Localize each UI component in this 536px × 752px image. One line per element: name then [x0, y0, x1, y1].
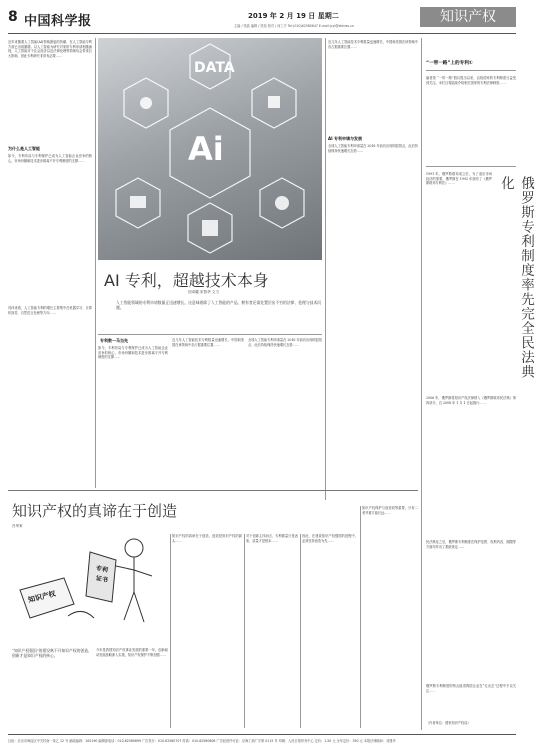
bottom-byline: 吕华家 [12, 524, 23, 528]
subhead-patent-count: 专利数一马当先 [100, 338, 128, 343]
section-title: 知识产权 [420, 7, 516, 27]
subhead-why-ai: 为什么是人工智能 [8, 146, 40, 151]
bottom-column-2: 知识产权的真谛在于创造，创造是知识产权的源头…… [172, 534, 242, 543]
lead-deck: 人工智能领域的专利申请数量正迅速增长。这意味着除了人工智能的产品，拥有者还需处置层出不穷的法律、伦理与技术问题。 [116, 300, 322, 311]
lead-column-right-mid: 全球人工智能专利申请量在 2016 年前后出现明显拐点，此后持续保持快速增长态势…… [328, 144, 418, 153]
image-ai-label: Ai [188, 130, 224, 168]
sidebar-author: （作者单位：国家知识产权局） [426, 721, 471, 725]
sidebar-text-3: 民法典化之后，俄罗斯专利制度在保护范围、权利内容、期限等方面均作出了系统规定…… [426, 540, 516, 549]
lead-byline: 回卓耀 宋智华 文力 [188, 290, 220, 294]
lead-column-lower-left: 具体来看，人工智能专利的增长主要集中在机器学习、计算机视觉、自然语言处理等方向…… [8, 306, 92, 315]
lead-column-1b: 如今，专利布局与专利保护已成为人工智能企业竞争的核心，市场份额和技术进步都离不开专利制度的支撑…… [8, 154, 92, 163]
masthead [8, 6, 516, 32]
image-data-label: DATA [194, 60, 235, 76]
lead-column-lower-a: 如今，专利布局与专利保护已成为人工智能企业竞争的核心，市场份额和技术进步都离不开专利制度的支撑…… [98, 346, 168, 360]
newspaper-logo: 中国科学报 [24, 14, 92, 29]
page-number: 8 [8, 9, 18, 25]
cartoon-drawing [12, 530, 162, 640]
sidebar-text-4: 俄罗斯专利制度的特点值得我国企业在“走出去”过程中予以关注…… [426, 684, 516, 693]
lead-column-lower-b: 近几年人工智能技术专利数量迅速增长，中国和美国在该领域中各占据重要位置…… [172, 338, 244, 347]
bottom-column-5: 知识产权保护与创造同等重要，只有二者并重方能长远…… [362, 506, 418, 515]
sidebar-column-title: “一带一路”上的专利① [426, 61, 473, 66]
sidebar-intro: 编者按 “一带一路”倡议提出以来，沿线国家的专利制度日益受到关注。本栏目将陆续介绍相关国家的专利法律制度…… [426, 76, 516, 85]
footer-info: 社址：北京市海淀区中关村南一条乙 12 号 邮政编码：100190 编辑部电话：010-62580699 广告发行：010-62580707 传真：010-62580608 广告经营许可证：京海工商广字第 0115 号 印刷：人民日报印务中心 定价：1.50 元 全年定价：350 元 本报法律顾问：邓建华 [8, 739, 396, 743]
certificate-card-line1: 专利 [95, 564, 109, 574]
sidebar-text-2: 2006 年，俄罗斯将知识产权法律纳入《俄罗斯联邦民法典》第四部分，自 2008 年 1 月 1 日起施行…… [426, 396, 516, 405]
bottom-column-3: 对于创新主体而言，专利数量只是表象，质量才是根本…… [246, 534, 298, 543]
sidebar-text-1: 1991 年，俄罗斯联邦成立后，为了适应市场经济的需要，俄罗斯在 1992 年颁布了《俄罗斯联邦专利法》…… [426, 172, 492, 186]
lead-column-1: 近年来随着人工智能(AI)领域掀起的热潮，在人工智能专利方面已出现激增。以人工智能为研究对象的专利申请相继涌现，人工智能对于社会经济以及法律伦理等领域均会带来巨大影响，因此专利研究非常有必要…… [8, 40, 92, 58]
bottom-pull-quote: “知识产权强国”的建设离不开知识产权的创造，创新才是知识产权的核心。 [12, 648, 92, 659]
lead-image [98, 38, 322, 260]
staff-line: 主编 / 张晶 编辑 / 张拓 校对 / 何工斤 Tel:(010)62580647 E-mail:jcyi@stimes.cn [234, 24, 354, 28]
issue-date: 2019 年 2 月 19 日 星期二 [248, 12, 339, 20]
bottom-column-1: 今年是我国知识产权事业发展的重要一年，创新驱动发展战略深入实施，知识产权保护不断加强…… [96, 648, 168, 657]
bottom-column-4: 因此，在建设知识产权强国的进程中，必须坚持创造为先…… [302, 534, 358, 543]
sidebar-vertical-headline: 俄罗斯专利制度率先完全民法典化 [498, 176, 534, 379]
subhead-ai-patents: AI 专利申请与发展 [328, 136, 362, 141]
lead-headline: AI 专利，超越技术本身 [104, 271, 269, 290]
certificate-card-line2: 证书 [95, 574, 109, 584]
lead-column-lower-c: 全球人工智能专利申请量在 2016 年前后出现明显拐点，此后持续保持快速增长态势…… [248, 338, 322, 347]
cartoon-illustration [12, 530, 162, 640]
lead-column-right-top: 近几年人工智能技术专利数量迅速增长，中国和美国在该领域中各占据重要位置…… [328, 40, 418, 49]
bottom-headline: 知识产权的真谛在于创造 [12, 502, 178, 520]
cartoon-sign-label: 知识产权 [27, 589, 57, 605]
